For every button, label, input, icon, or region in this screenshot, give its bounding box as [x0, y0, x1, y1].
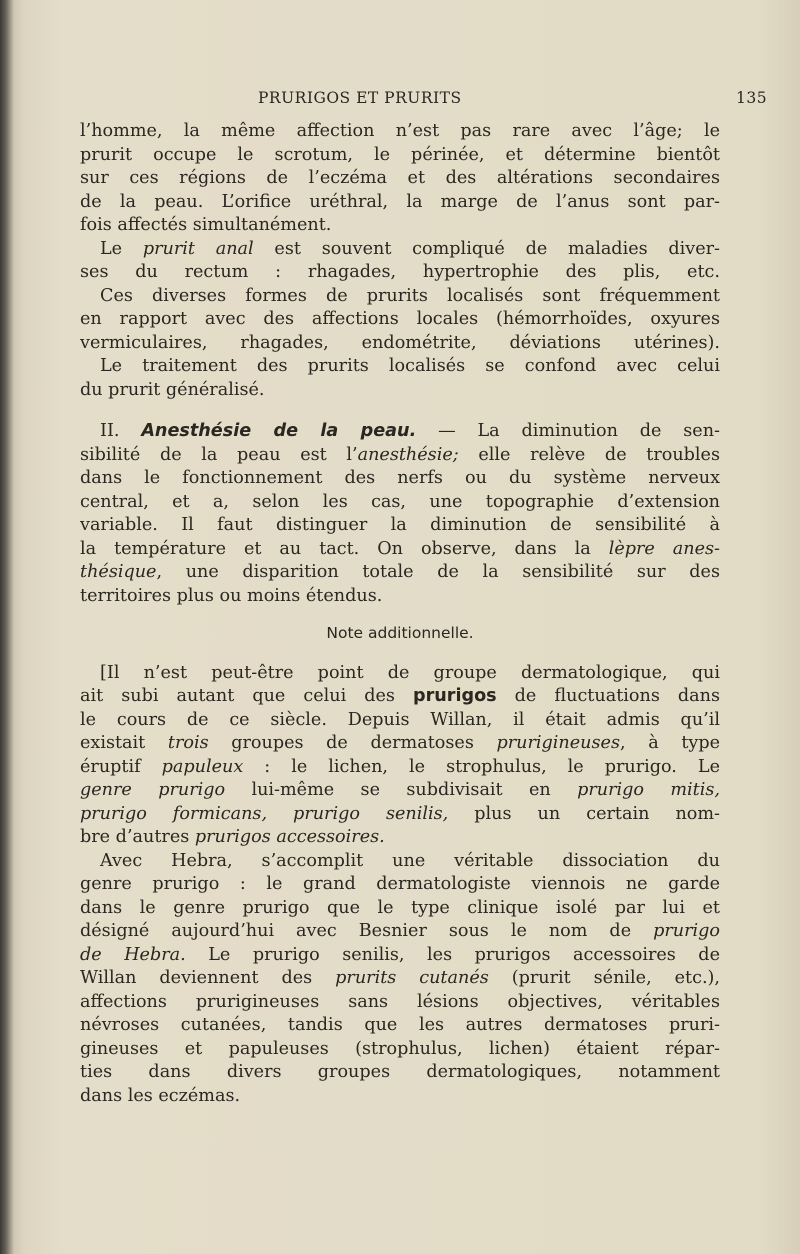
- text-line: Ces diverses formes de prurits localisés sont fréquemment: [100, 285, 720, 306]
- text-line: territoires plus ou moins étendus.: [80, 585, 383, 606]
- text-line: gineuses et papuleuses (strophulus, lichen) étaient répar-: [80, 1038, 720, 1059]
- italic-term: prurigo formicans, prurigo senilis,: [80, 803, 449, 824]
- text-line: [80, 685, 720, 709]
- text-run: la température et au tact. On observe, dans la: [80, 538, 609, 559]
- text-run: — La diminution de sen-: [416, 421, 720, 441]
- text-run: de fluctuations dans: [496, 686, 720, 706]
- italic-term: prurigos accessoires.: [194, 827, 385, 847]
- italic-term: genre prurigo: [80, 780, 226, 800]
- text-line: variable. Il faut distinguer la diminution de sensibilité à: [80, 515, 720, 535]
- text-line: dans les eczémas.: [80, 1085, 241, 1106]
- text-line: [80, 538, 720, 562]
- italic-term: thésique: [80, 562, 157, 582]
- italic-term: de Hebra.: [80, 944, 186, 965]
- text-run: Willan deviennent des: [80, 968, 336, 988]
- text-line: le cours de ce siècle. Depuis Willan, il était admis qu’il: [80, 709, 720, 730]
- text-line: [80, 238, 720, 262]
- text-line: [80, 561, 720, 585]
- text-run: (prurit sénile, etc.),: [488, 968, 720, 988]
- text-run: existait: [80, 733, 168, 753]
- italic-term: prurigineuses: [496, 733, 620, 753]
- text-line: l’homme, la même affection n’est pas rare avec l’âge; le: [80, 121, 720, 141]
- section-heading-line: [80, 420, 720, 444]
- text-line: fois affectés simultanément.: [80, 215, 332, 235]
- text-run: , à type: [619, 733, 720, 753]
- text-line: dans le fonctionnement des nerfs ou du système nerveux: [80, 468, 720, 488]
- text-line: ties dans divers groupes dermatologiques, notamment: [80, 1062, 720, 1082]
- italic-term: prurit anal: [142, 238, 254, 259]
- text-line: Avec Hebra, s’accomplit une véritable dissociation du: [100, 850, 720, 871]
- text-line: genre prurigo : le grand dermatologiste viennois ne garde: [80, 874, 720, 894]
- text-run: plus un certain nom-: [448, 803, 720, 824]
- text-line: [80, 967, 720, 991]
- text-line: névroses cutanées, tandis que les autres dermatoses pruri-: [80, 1015, 720, 1035]
- text-line: [Il n’est peut-être point de groupe dermatologique, qui: [100, 662, 720, 683]
- note-title: Note additionnelle.: [326, 624, 474, 642]
- text-line: [80, 444, 720, 468]
- text-line: [80, 779, 720, 803]
- page-number: 135: [736, 89, 768, 107]
- italic-term: prurits cutanés: [335, 968, 489, 988]
- text-line: affections prurigineuses sans lésions objectives, véritables: [80, 991, 720, 1012]
- italic-term: trois: [167, 733, 209, 753]
- text-run: ait subi autant que celui des: [80, 686, 413, 706]
- text-line: [80, 920, 720, 944]
- section-heading: Anesthésie de la peau.: [141, 421, 417, 441]
- text-run: , une disparition totale de la sensibilité sur des: [156, 562, 720, 582]
- page-body: [80, 120, 720, 1108]
- running-title: PRURIGOS ET PRURITS: [258, 89, 462, 107]
- text-run: sibilité de la peau est l’: [80, 444, 358, 465]
- spacer: [80, 402, 720, 420]
- text-line: dans le genre prurigo que le type clinique isolé par lui et: [80, 897, 720, 918]
- page-header: [0, 89, 800, 111]
- spacer: [80, 608, 720, 622]
- text-line: [80, 732, 720, 756]
- text-run: Le prurigo senilis, les prurigos accessoires de: [185, 944, 720, 965]
- text-line: en rapport avec des affections locales (hémorrhoïdes, oxyures: [80, 309, 720, 329]
- text-line: [80, 944, 720, 968]
- text-line: [80, 803, 720, 827]
- text-run: elle relève de troubles: [458, 444, 720, 465]
- spacer: [80, 646, 720, 662]
- text-run: lui-même se subdivisait en: [225, 780, 578, 800]
- italic-term: prurigo: [653, 921, 720, 941]
- text-line: sur ces régions de l’eczéma et des altérations secondaires: [80, 168, 720, 188]
- text-run: Le: [100, 238, 143, 259]
- text-run: est souvent compliqué de maladies diver-: [253, 238, 720, 259]
- text-line: central, et a, selon les cas, une topographie d’extension: [80, 491, 720, 512]
- italic-term: lèpre anes-: [608, 538, 720, 559]
- text-line: de la peau. L’orifice uréthral, la marge de l’anus sont par-: [80, 191, 720, 212]
- bold-term: prurigos: [412, 686, 497, 706]
- text-run: : le lichen, le strophulus, le prurigo. Le: [243, 756, 720, 777]
- italic-term: anesthésie;: [357, 444, 459, 465]
- text-line: ses du rectum : rhagades, hypertrophie des plis, etc.: [80, 262, 720, 282]
- text-run: groupes de dermatoses: [208, 733, 497, 753]
- section-number: II.: [100, 421, 142, 441]
- italic-term: prurigo mitis,: [577, 780, 720, 800]
- text-run: éruptif: [80, 756, 162, 777]
- text-run: désigné aujourd’hui avec Besnier sous le nom de: [80, 921, 654, 941]
- text-run: bre d’autres: [80, 827, 195, 847]
- text-line: du prurit généralisé.: [80, 379, 265, 400]
- text-line: Le traitement des prurits localisés se confond avec celui: [100, 356, 720, 376]
- text-line: [80, 756, 720, 780]
- text-line: [80, 826, 720, 850]
- text-line: vermiculaires, rhagades, endométrite, déviations utérines).: [80, 332, 720, 353]
- italic-term: papuleux: [161, 756, 244, 777]
- text-line: prurit occupe le scrotum, le périnée, et détermine bientôt: [80, 144, 720, 165]
